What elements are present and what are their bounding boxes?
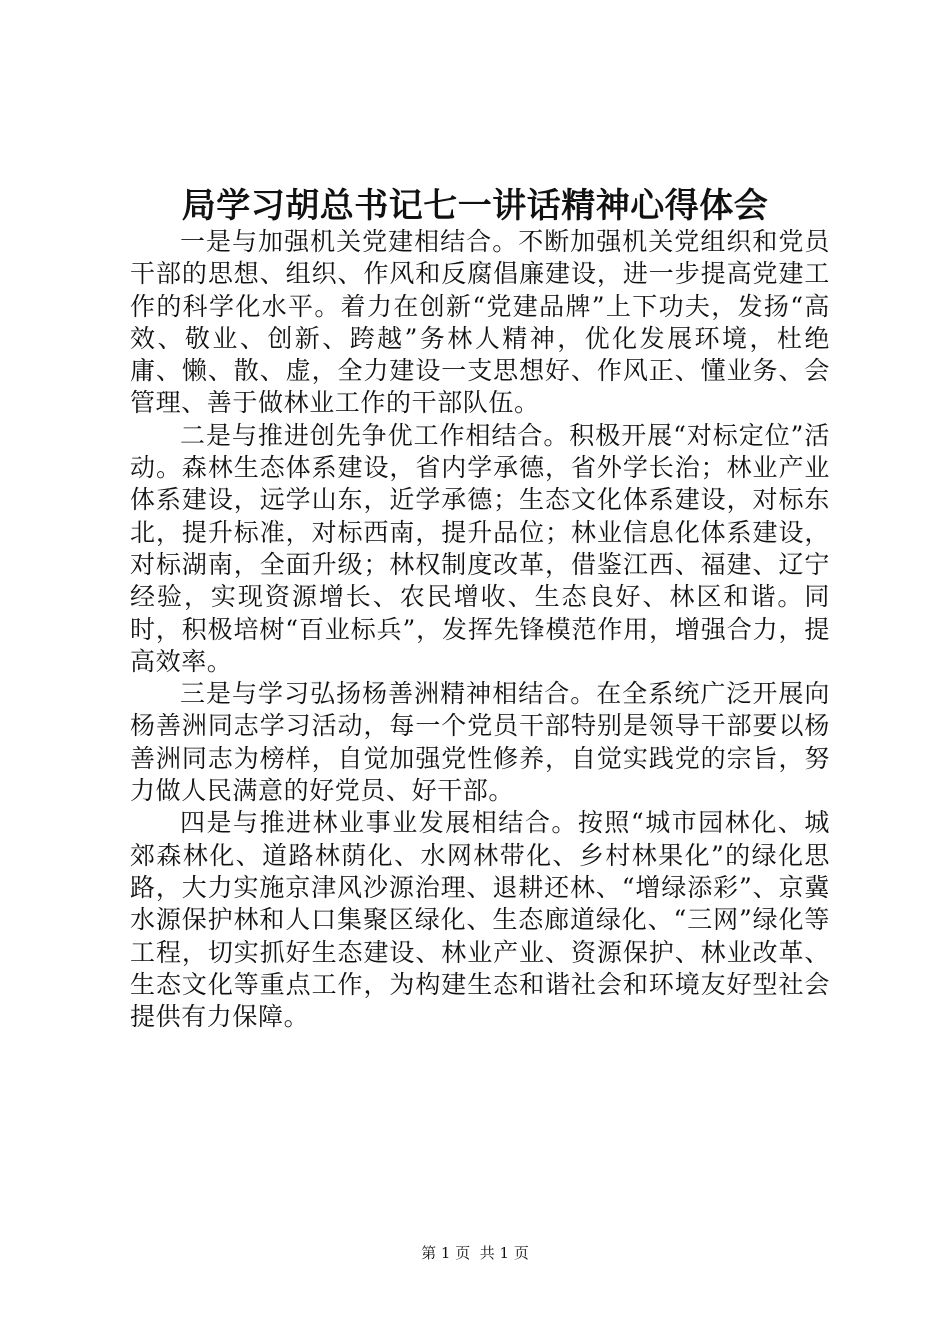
document-body	[130, 226, 830, 1033]
document-title: 局学习胡总书记七一讲话精神心得体会	[181, 186, 769, 226]
paragraph-4: 四是与推进林业事业发展相结合。按照“城市园林化、城郊森林化、道路林荫化、水网林带化、乡村林果化”的绿化思路，大力实施京津风沙源治理、退耕还林、“增绿添彩”、京冀水源保护林和人口集聚区绿化、生态廊道绿化、“三网”绿化等工程，切实抓好生态建设、林业产业、资源保护、林业改革、生态文化等重点工作，为构建生态和谐社会和环境友好型社会提供有力保障。	[130, 808, 830, 1032]
page-number: 第 1 页	[421, 1244, 471, 1262]
paragraph-2: 二是与推进创先争优工作相结合。积极开展“对标定位”活动。森林生态体系建设，省内学承德，省外学长治；林业产业体系建设，远学山东，近学承德；生态文化体系建设，对标东北，提升标准，对标西南，提升品位；林业信息化体系建设，对标湖南，全面升级；林权制度改革，借鉴江西、福建、辽宁经验，实现资源增长、农民增收、生态良好、林区和谐。同时，积极培树“百业标兵”，发挥先锋模范作用，增强合力，提高效率。	[130, 420, 830, 676]
page-total: 共 1 页	[479, 1244, 529, 1262]
page-footer	[0, 1243, 950, 1263]
paragraph-1: 一是与加强机关党建相结合。不断加强机关党组织和党员干部的思想、组织、作风和反腐倡廉建设，进一步提高党建工作的科学化水平。着力在创新“党建品牌”上下功夫，发扬“高效、敬业、创新、跨越”务林人精神，优化发展环境，杜绝庸、懒、散、虚，全力建设一支思想好、作风正、懂业务、会管理、善于做林业工作的干部队伍。	[130, 227, 830, 418]
paragraph-3: 三是与学习弘扬杨善洲精神相结合。在全系统广泛开展向杨善洲同志学习活动，每一个党员干部特别是领导干部要以杨善洲同志为榜样，自觉加强党性修养，自觉实践党的宗旨，努力做人民满意的好党员、好干部。	[130, 679, 830, 806]
